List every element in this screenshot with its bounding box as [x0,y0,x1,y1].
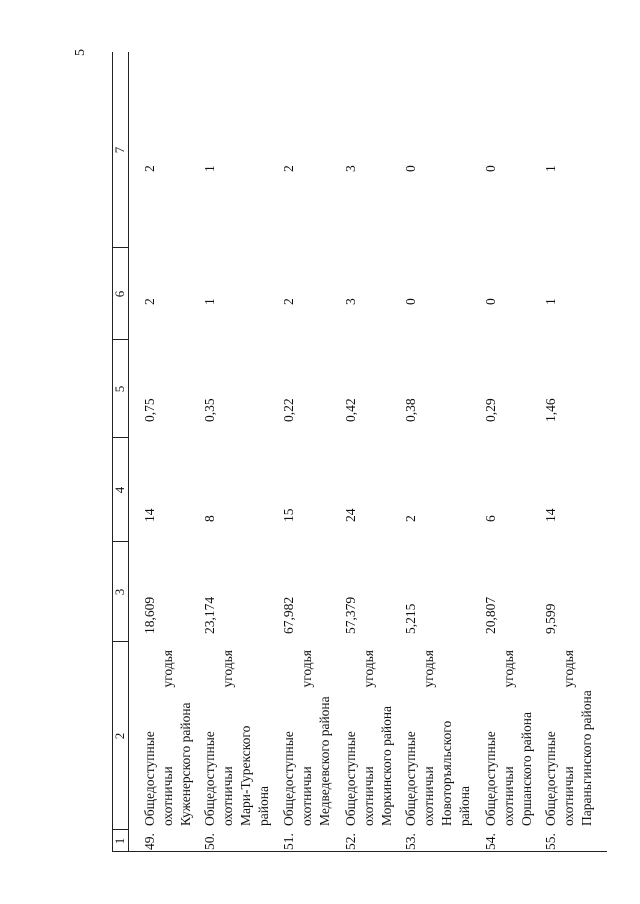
area-value: 20,807 [483,596,498,634]
rotated-table [112,52,607,852]
count-value: 24 [343,508,358,522]
row-number: 53. [403,833,418,850]
density-value: 0,22 [281,398,296,422]
density-value: 0,29 [483,398,498,422]
count-value: 14 [142,508,157,522]
row-name-cell: 50.Общедоступные охотничьи угодья Мари-Турекского района [202,650,271,850]
density-value: 0,38 [403,398,418,422]
col6-value: 1 [202,298,217,305]
row-number: 51. [281,833,296,850]
page-number: 5 [73,49,88,56]
header-col-1: 1 [112,837,127,845]
table-border-left [112,851,607,852]
header-col-2: 2 [112,732,127,740]
row-number: 55. [543,833,558,850]
col7-value: 0 [483,165,498,172]
area-value: 57,379 [343,596,358,634]
area-value: 23,174 [202,596,217,634]
col7-value: 2 [142,165,157,172]
row-name-cell: 49.Общедоступные охотничьи угодья Куженерского района [142,650,193,850]
row-name-cell: 53.Общедоступные охотничьи угодья Новоторъяльского района [403,650,472,850]
row-number: 54. [483,833,498,850]
count-value: 6 [483,515,498,522]
col7-value: 1 [202,165,217,172]
count-value: 2 [403,515,418,522]
row-name-cell: 54.Общедоступные охотничьи угодья Оршанского района [483,650,534,850]
row-number: 49. [142,833,157,850]
row-name-cell: 55.Общедоступные охотничьи угодья Параньгинского района [543,650,594,850]
col6-value: 2 [142,298,157,305]
area-value: 9,599 [543,603,558,634]
header-col-7: 7 [112,146,127,154]
col7-value: 3 [343,165,358,172]
header-bottom-border [128,52,129,852]
area-value: 5,215 [403,603,418,634]
density-value: 0,42 [343,398,358,422]
col6-value: 2 [281,298,296,305]
header-col-3: 3 [112,588,127,596]
density-value: 0,35 [202,398,217,422]
col6-value: 1 [543,298,558,305]
col7-value: 2 [281,165,296,172]
header-col-5: 5 [112,385,127,393]
col7-value: 0 [403,165,418,172]
row-number: 50. [202,833,217,850]
area-value: 18,609 [142,596,157,634]
header-col-6: 6 [112,290,127,298]
col6-value: 0 [403,298,418,305]
row-name-cell: 51.Общедоступные охотничьи угодья Медведевского района [281,650,332,850]
density-value: 1,46 [543,398,558,422]
row-number: 52. [343,833,358,850]
area-value: 67,982 [281,596,296,634]
col6-value: 0 [483,298,498,305]
col6-value: 3 [343,298,358,305]
count-value: 14 [543,508,558,522]
row-name-cell: 52.Общедоступные охотничьи угодья Моркинского района [343,650,394,850]
count-value: 15 [281,508,296,522]
col7-value: 1 [543,165,558,172]
header-col-4: 4 [112,486,127,494]
count-value: 8 [202,515,217,522]
density-value: 0,75 [142,398,157,422]
